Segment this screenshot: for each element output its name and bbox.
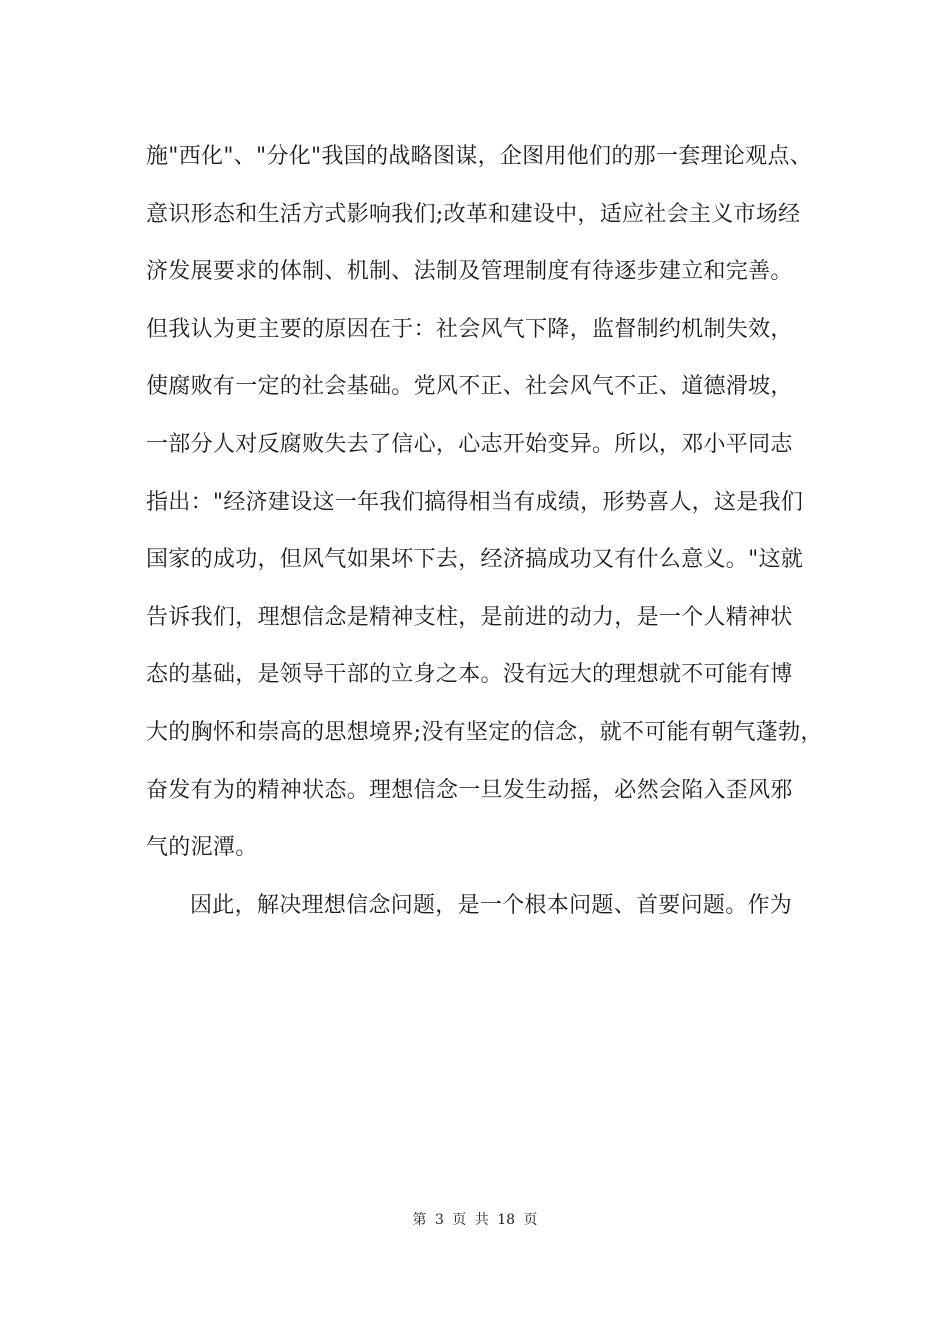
text-line: 奋发有为的精神状态。理想信念一旦发生动摇，必然会陷入歪风邪	[146, 777, 793, 803]
text-line: 施"西化"、"分化"我国的战略图谋，企图用他们的那一套理论观点、	[146, 144, 813, 169]
text-line: 意识形态和生活方式影响我们;改革和建设中，适应社会主义市场经	[146, 201, 801, 227]
body-text	[146, 128, 846, 934]
text-line: 告诉我们，理想信念是精神支柱，是前进的动力，是一个人精神状	[146, 604, 793, 630]
text-line: 气的泥潭。	[146, 835, 258, 861]
text-line: 济发展要求的体制、机制、法制及管理制度有待逐步建立和完善。	[146, 259, 793, 285]
text-line: 使腐败有一定的社会基础。党风不正、社会风气不正、道德滑坡，	[146, 374, 793, 400]
text-line: 一部分人对反腐败失去了信心，心志开始变异。所以，邓小平同志	[146, 431, 793, 457]
text-line: 大的胸怀和崇高的思想境界;没有坚定的信念，就不可能有朝气蓬勃，	[146, 719, 823, 745]
text-line: 但我认为更主要的原因在于：社会风气下降，监督制约机制失效，	[146, 316, 793, 342]
text-line: 国家的成功，但风气如果坏下去，经济搞成功又有什么意义。"这就	[146, 547, 804, 573]
paragraph-start-line: 因此，解决理想信念问题，是一个根本问题、首要问题。作为	[190, 892, 793, 918]
page-number-footer: 第 3 页 共 18 页	[412, 1212, 538, 1228]
text-line: 态的基础，是领导干部的立身之本。没有远大的理想就不可能有博	[146, 662, 793, 688]
text-line: 指出："经济建设这一年我们搞得相当有成绩，形势喜人，这是我们	[146, 489, 804, 515]
